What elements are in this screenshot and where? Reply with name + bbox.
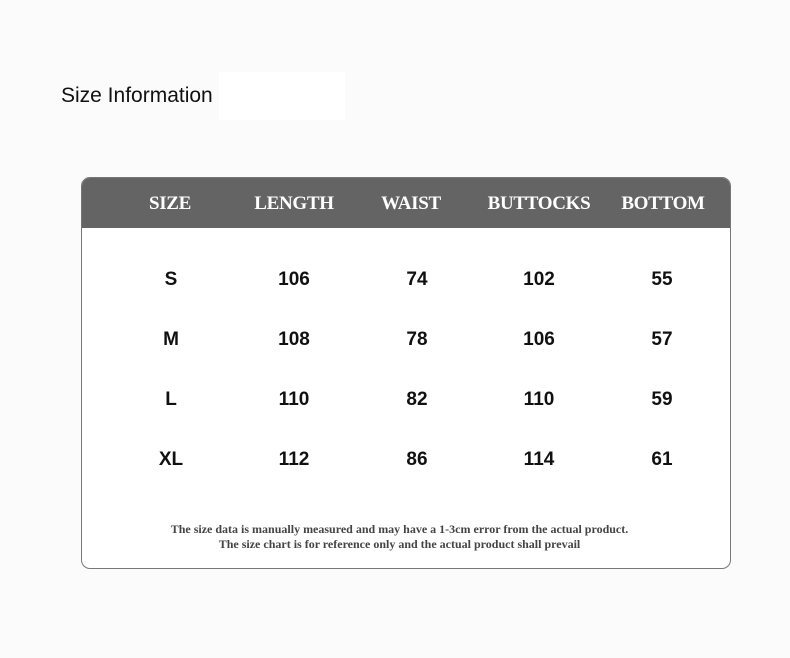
cell-buttocks: 102 — [523, 269, 555, 290]
cell-bottom: 55 — [651, 269, 673, 290]
cell-waist: 82 — [406, 389, 428, 410]
cell-buttocks: 114 — [523, 449, 555, 470]
cell-length: 106 — [278, 269, 310, 290]
cell-size: S — [164, 269, 178, 290]
cell-waist: 74 — [406, 269, 428, 290]
cell-bottom: 61 — [651, 449, 673, 470]
page-title: Size Information — [61, 84, 213, 107]
cell-buttocks: 110 — [523, 389, 555, 410]
cell-length: 112 — [278, 449, 310, 470]
cell-length: 108 — [278, 329, 310, 350]
column-header-waist: WAIST — [381, 193, 441, 214]
cell-length: 110 — [278, 389, 310, 410]
column-header-bottom: BOTTOM — [621, 193, 705, 214]
cell-waist: 86 — [406, 449, 428, 470]
cell-size: XL — [158, 449, 184, 470]
column-header-length: LENGTH — [254, 193, 334, 214]
disclaimer-note — [142, 501, 657, 551]
cell-size: M — [163, 329, 179, 350]
cell-waist: 78 — [406, 329, 428, 350]
cell-bottom: 57 — [651, 329, 673, 350]
disclaimer-line: The size chart is for reference only and the actual product shall prevail — [218, 537, 581, 551]
disclaimer-line: The size data is manually measured and may have a 1-3cm error from the actual product. — [170, 522, 629, 536]
column-header-buttocks: BUTTOCKS — [487, 193, 591, 214]
column-header-size: SIZE — [148, 193, 192, 214]
heading-background-patch — [219, 72, 345, 120]
cell-bottom: 59 — [651, 389, 673, 410]
cell-buttocks: 106 — [523, 329, 555, 350]
cell-size: L — [165, 389, 177, 410]
table-header — [82, 178, 730, 228]
size-table — [81, 177, 731, 569]
